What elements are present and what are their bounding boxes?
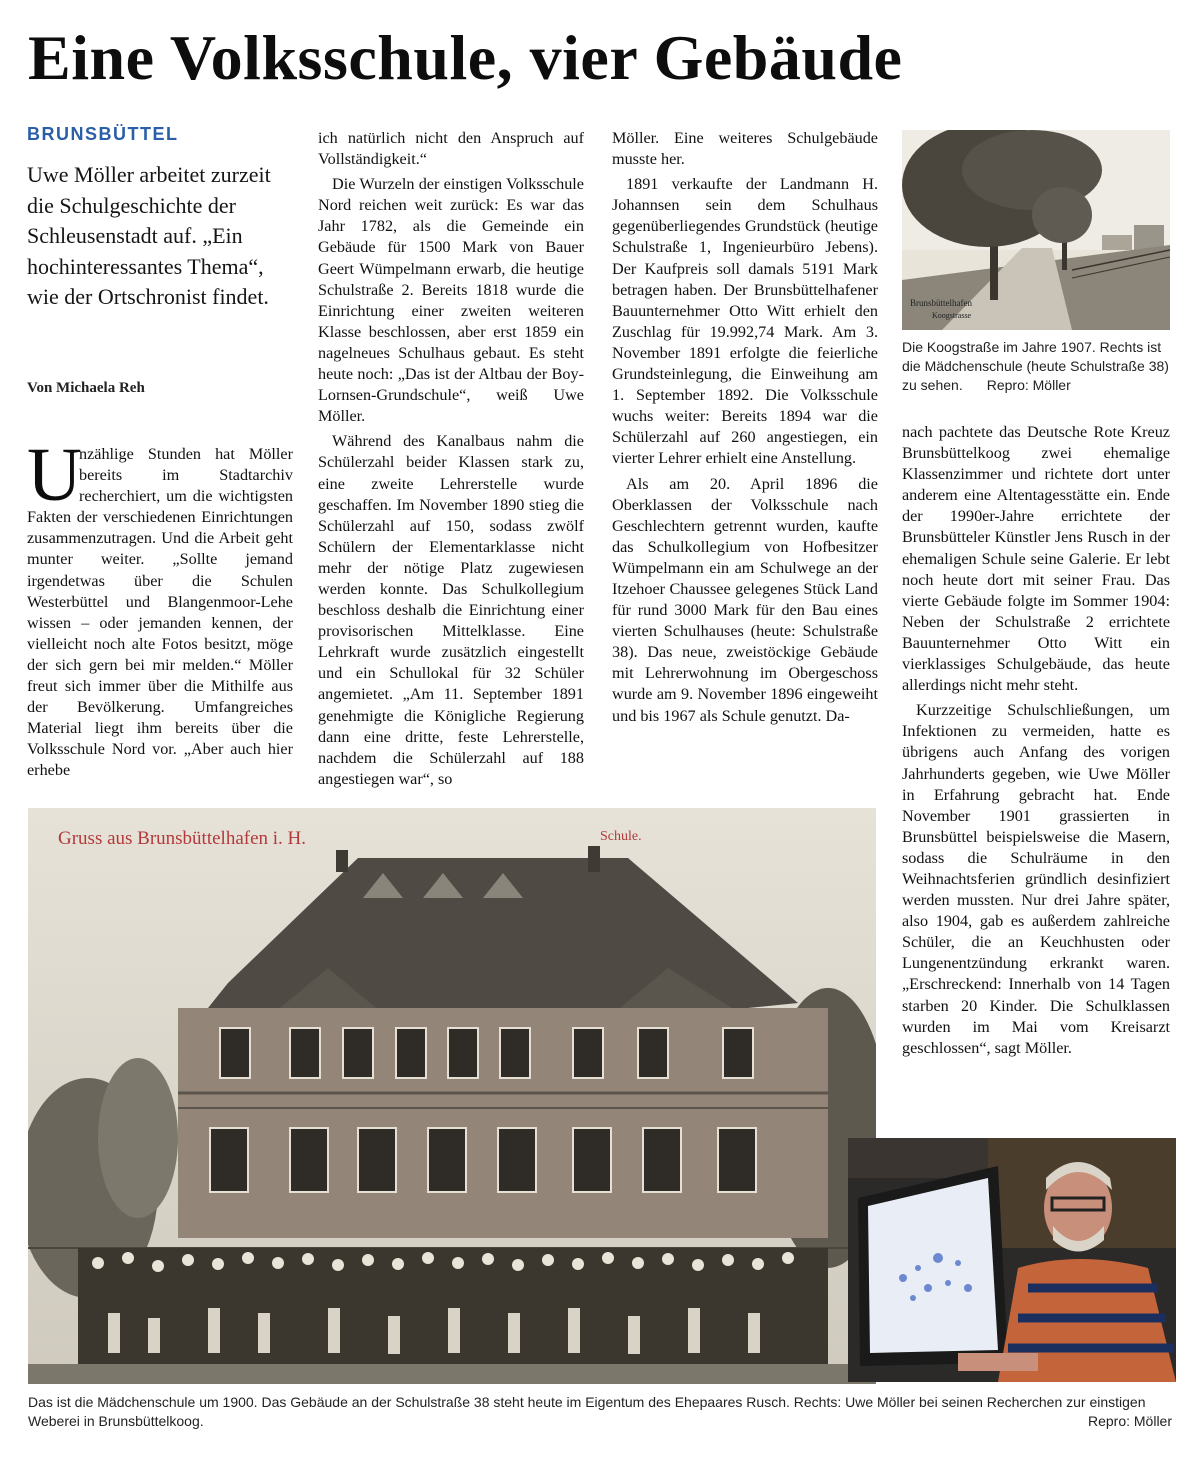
paragraph: Die Wurzeln der einstigen Volksschule Nord reichen weit zurück: Es war das Jahr 1782, als die Gemeinde ein Gebäude für 1500 Mark von Bauer Geert Wümpelmann erwarb, die heutige Schulstraße 2. Bereits 1818 wurde die Einrichtung einer zweiten weiteren Klasse beschlossen, aber erst 1859 ein nagelneues Schulhaus gebaut. Es steht heute noch: „Das ist der Altbau der Boy-Lornsen-Grundschule“, weiß Uwe Möller. (318, 175, 584, 426)
article-body-col4 (902, 422, 1170, 1059)
paragraph: Als am 20. April 1896 die Oberklassen der Volksschule nach Geschlechtern getrennt wurden, kaufte das Schulkollegium von Hofbesitzer Wümpelmann ein am Schulwege an der Itzehoer Chaussee gelegenes Stück Land für rund 3000 Mark für den Bau eines vierten Schulhauses (heute: Schulstraße 38). Das neue, zweistöckige Gebäude mit Lehrerwohnung im Obergeschoss wurde am 9. November 1896 eingeweiht und bis 1967 als Schule genutzt. Da- (612, 474, 878, 725)
photo-credit: Repro: Möller (986, 377, 1071, 393)
koogstrasse-photo-drawing (902, 130, 1170, 330)
postcard-greeting: Gruss aus Brunsbüttelhafen i. H. (58, 828, 307, 849)
koogstrasse-postcard-photo (902, 130, 1170, 330)
drop-cap: U (27, 433, 82, 517)
paragraph: Möller. Eine weiteres Schulgebäude musste her. (612, 129, 878, 169)
school-photo-caption (28, 1393, 1172, 1431)
paragraph: nach pachtete das Deutsche Rote Kreuz Brunsbüttelkoog zwei ehemalige Klassenzimmer und richtete dort unter anderem eine Altentagesstätte ein. Ende der 1990er-Jahre errichtete der Brunsbütteler Künstler Jens Rusch in der ehemaligen Schule seine Galerie. Er lebt noch heute dort mit seiner Frau. Das vierte Gebäude folgte im Sommer 1904: Neben der Schulstraße 2 errichtete Bauunternehmer Otto Witt ein vierklassiges Schulgebäude, das heute allerdings nicht mehr steht. (902, 423, 1170, 695)
portrait-photo-drawing (848, 1138, 1176, 1382)
paragraph: Während des Kanalbaus nahm die Schülerzahl beider Klassen stark zu, eine zweite Lehrerstelle wurde geschaffen. Im November 1890 stieg die Schülerzahl auf 150, sodass zwölf Schülern der Elementarklasse nicht mehr der nötige Platz zugewiesen werden konnte. Das Schulkollegium beschloss deshalb die Einrichtung einer provisorischen Mittelklasse. Eine Lehrkraft wurde zusätzlich eingestellt und ein Schullokal für 32 Schüler angemietet. „Am 11. September 1891 genehmigte die Königliche Regierung dann eine dritte, feste Lehrerstelle, nachdem die Schülerzahl auf 188 angestiegen war“, so (318, 432, 584, 788)
col1-text: nzählige Stunden hat Möller bereits im Stadtarchiv recherchiert, um die wichtigsten Fakten der verschiedenen Einrichtungen zusammenzutragen. Und die Arbeit geht munter weiter. „Sollte jemand irgendetwas über die Schulen Westerbüttel und Blangenmoor-Lehe wissen – oder jemanden kennen, der vielleicht noch alte Fotos besitzt, möge der sich gern bei mir melden.“ Möller freut sich immer über die Mithilfe aus der Bevölkerung. Umfangreiches Material liegt ihm bereits über die Volksschule Nord vor. „Aber auch hier erhebe (27, 445, 293, 780)
article-body-col2 (318, 128, 584, 790)
school-postcard-photo (28, 808, 876, 1384)
school-photo-drawing (28, 808, 876, 1384)
article-headline: Eine Volksschule, vier Gebäude (28, 22, 903, 93)
koogstrasse-photo-caption (902, 338, 1170, 395)
photo-credit: Repro: Möller (1087, 1413, 1172, 1429)
paragraph: Kurzzeitige Schulschließungen, um Infektionen zu vermeiden, hatte es übrigens auch Anfang des vorigen Jahrhunderts gegeben, wie Uwe Möller in Erfahrung gebracht hat. Ende November 1901 grassierten in Brunsbüttel beispielsweise die Masern, sodass die Schulräume in den Weihnachtsferien gründlich desinfiziert werden mussten. Nur drei Jahre später, also 1904, gab es außerdem zahlreiche Schüler, die an Keuchhusten oder Lungenentzündung erkrankt waren. „Erschreckend: Innerhalb von 14 Tagen starben 20 Kinder. Die Schulklassen wurden im Mai vom Kreisarzt geschlossen“, sagt Möller. (902, 701, 1170, 1057)
caption-text: Die Koogstraße im Jahre 1907. Rechts ist die Mädchenschule (heute Schulstraße 38) zu sehen. (902, 339, 1169, 393)
postcard-inscription: Brunsbüttelhafen (910, 298, 972, 308)
postcard-label: Schule. (600, 829, 642, 844)
paragraph: 1891 verkaufte der Landmann H. Johannsen sein dem Schulhaus gegenüberliegendes Grundstück (heutige Schulstraße 1, Ingenieurbüro Jebens). Der Kaufpreis soll damals 5191 Mark betragen haben. Der Brunsbüttelhafener Bauunternehmer Otto Witt erhielt den Zuschlag für 19.992,74 Mark. Am 3. November 1891 erfolgte die feierliche Grundsteinlegung, die Einweihung am 1. September 1892. Die Volksschule wuchs weiter: Bereits 1894 war die Schülerzahl auf 260 angestiegen, ein vierter Lehrer erhielt eine Anstellung. (612, 175, 878, 468)
dateline: BRUNSBÜTTEL (27, 124, 179, 144)
paragraph: ich natürlich nicht den Anspruch auf Vollständigkeit.“ (318, 129, 584, 169)
byline: Von Michaela Reh (27, 380, 145, 396)
postcard-inscription-street: Koogstrasse (932, 311, 972, 320)
article-body-col3 (612, 128, 878, 727)
article-body-col1 (27, 433, 293, 782)
uwe-moeller-portrait-photo (848, 1138, 1176, 1382)
article-teaser: Uwe Möller arbeitet zurzeit die Schulgeschichte der Schleusenstadt auf. „Ein hochinteressantes Thema“, wie der Ortschronist findet. (27, 162, 271, 310)
caption-text: Das ist die Mädchenschule um 1900. Das Gebäude an der Schulstraße 38 steht heute im Eigentum des Ehepaares Rusch. Rechts: Uwe Möller bei seinen Recherchen zur einstigen Weberei in Brunsbüttelkoog. (28, 1394, 1146, 1429)
